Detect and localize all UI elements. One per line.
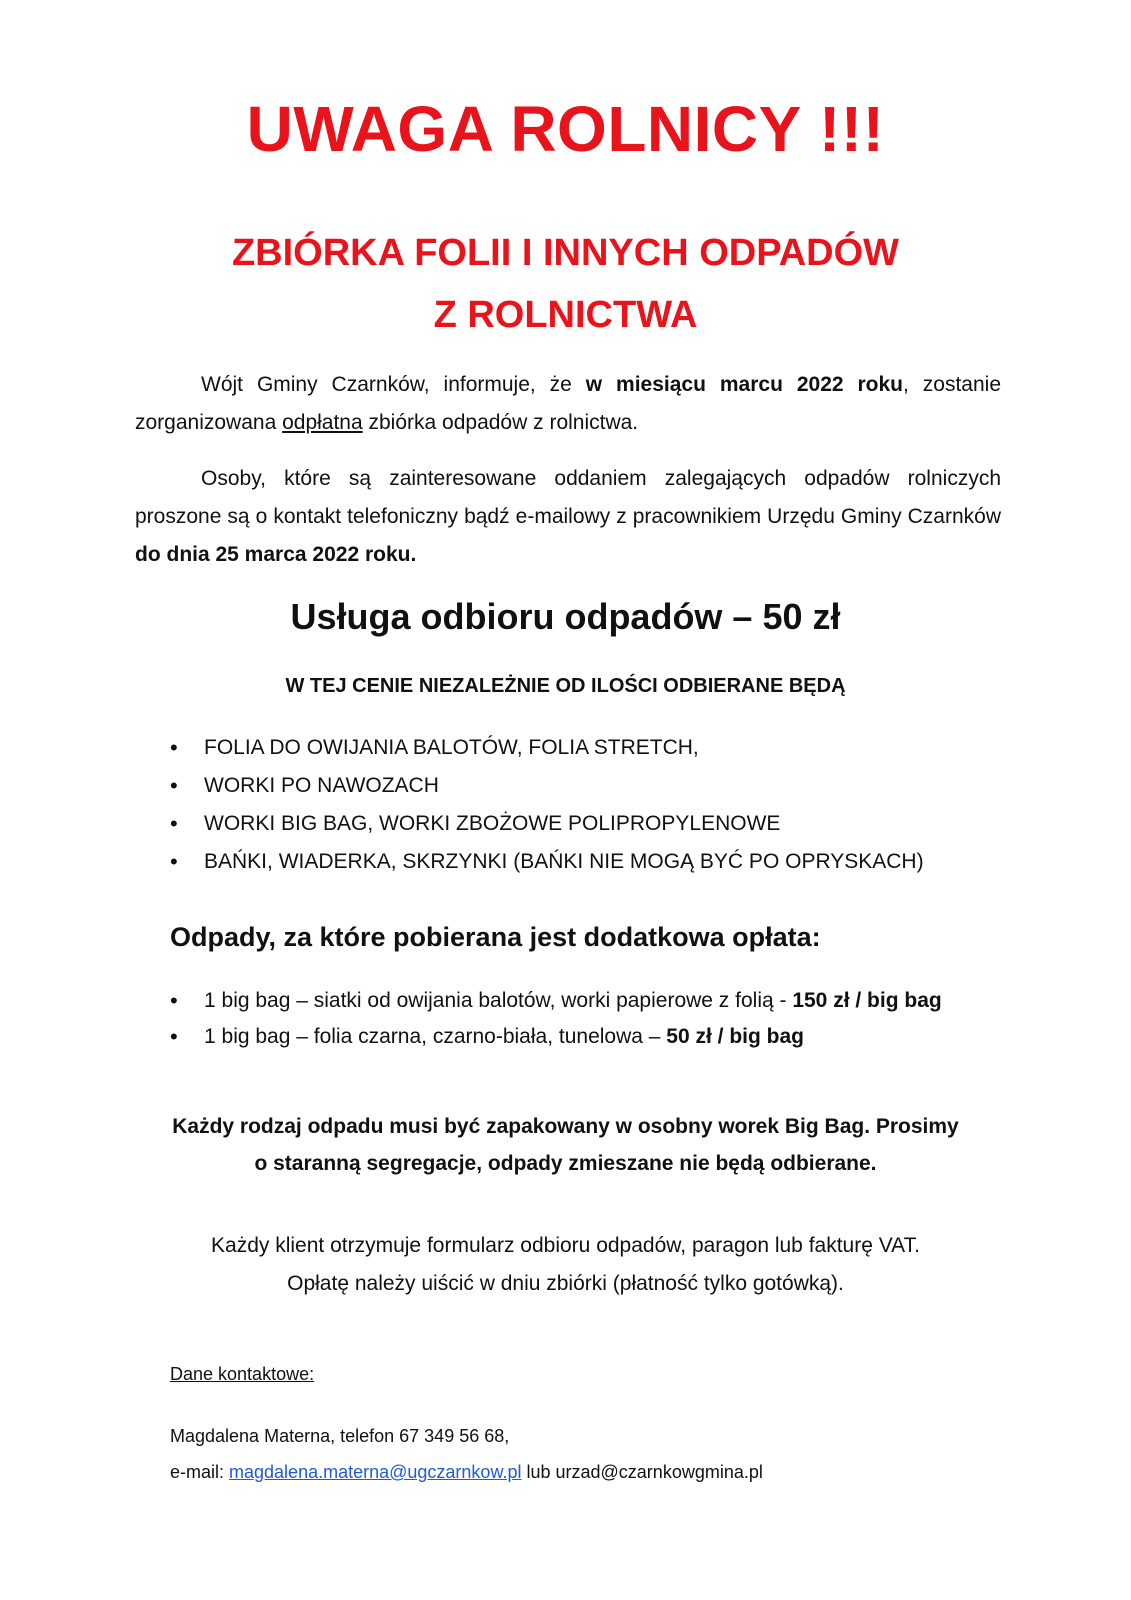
extra-item-price: 50 zł / big bag [666, 1025, 804, 1048]
email-label: e-mail: [170, 1462, 230, 1482]
packing-warning [120, 1108, 1011, 1182]
extra-item-text: 1 big bag – siatki od owijania balotów, worki papierowe z folią - [204, 989, 793, 1012]
included-heading: W TEJ CENIE NIEZALEŻNIE OD ILOŚCI ODBIERANE BĘDĄ [285, 675, 846, 697]
subtitle [0, 222, 1131, 346]
announcement-text-3: zbiórka odpadów z rolnictwa. [362, 411, 639, 434]
announcement-text-2: , zostanie zorganizowana [135, 373, 1002, 434]
subtitle-line-2: Z ROLNICTWA [433, 294, 698, 336]
announcement-date: w miesiącu marcu 2022 roku [585, 373, 904, 396]
announcement-text-1: Wójt Gminy Czarnków, informuje, że [201, 373, 586, 396]
announcement-paid: odpłatna [282, 411, 363, 434]
contact-person: Magdalena Materna, telefon 67 349 56 68, [170, 1426, 510, 1446]
extra-items-list [170, 984, 1000, 1056]
main-title: UWAGA ROLNICY !!! [246, 93, 885, 165]
list-item: • FOLIA DO OWIJANIA BALOTÓW, FOLIA STRETCH, [170, 729, 990, 767]
list-item: • WORKI PO NAWOZACH [170, 767, 990, 805]
contact-deadline: do dnia 25 marca 2022 roku. [135, 543, 417, 566]
extra-fee-heading: Odpady, za które pobierana jest dodatkowa opłata: [170, 922, 821, 952]
client-line-1: Każdy klient otrzymuje formularz odbioru odpadów, paragon lub fakturę VAT. [211, 1234, 920, 1257]
included-items-list [170, 729, 990, 881]
paragraph-contact-request [135, 460, 1001, 574]
email-separator: lub [521, 1462, 556, 1482]
extra-item-text: 1 big bag – folia czarna, czarno-biała, tunelowa – [204, 1025, 667, 1048]
list-item [170, 984, 1000, 1018]
client-line-2: Opłatę należy uiścić w dniu zbiórki (płatność tylko gotówką). [287, 1272, 844, 1295]
client-info [100, 1227, 1031, 1303]
contact-details [170, 1418, 763, 1490]
list-item [170, 1020, 1000, 1054]
list-item: • BAŃKI, WIADERKA, SKRZYNKI (BAŃKI NIE MOGĄ BYĆ PO OPRYSKACH) [170, 843, 990, 881]
subtitle-line-1: ZBIÓRKA FOLII I INNYCH ODPADÓW [231, 232, 900, 274]
list-item: • WORKI BIG BAG, WORKI ZBOŻOWE POLIPROPYLENOWE [170, 805, 990, 843]
service-price-heading: Usługa odbioru odpadów – 50 zł [290, 596, 841, 637]
extra-item-price: 150 zł / big bag [792, 989, 942, 1012]
contact-heading: Dane kontaktowe: [170, 1364, 315, 1384]
contact-request-text: Osoby, które są zainteresowane oddaniem zalegających odpadów rolniczych proszone są o kontakt telefoniczny bądź e-mailowy z pracownikiem Urzędu Gminy Czarnków [135, 467, 1001, 528]
warning-line-1: Każdy rodzaj odpadu musi być zapakowany w osobny worek Big Bag. Prosimy [172, 1115, 959, 1138]
email-link[interactable]: magdalena.materna@ugczarnkow.pl [229, 1462, 522, 1482]
contact-emails [170, 1454, 763, 1490]
office-email: urzad@czarnkowgmina.pl [555, 1462, 763, 1482]
paragraph-announcement [135, 366, 1001, 442]
warning-line-2: o staranną segregacje, odpady zmieszane nie będą odbierane. [254, 1152, 877, 1175]
